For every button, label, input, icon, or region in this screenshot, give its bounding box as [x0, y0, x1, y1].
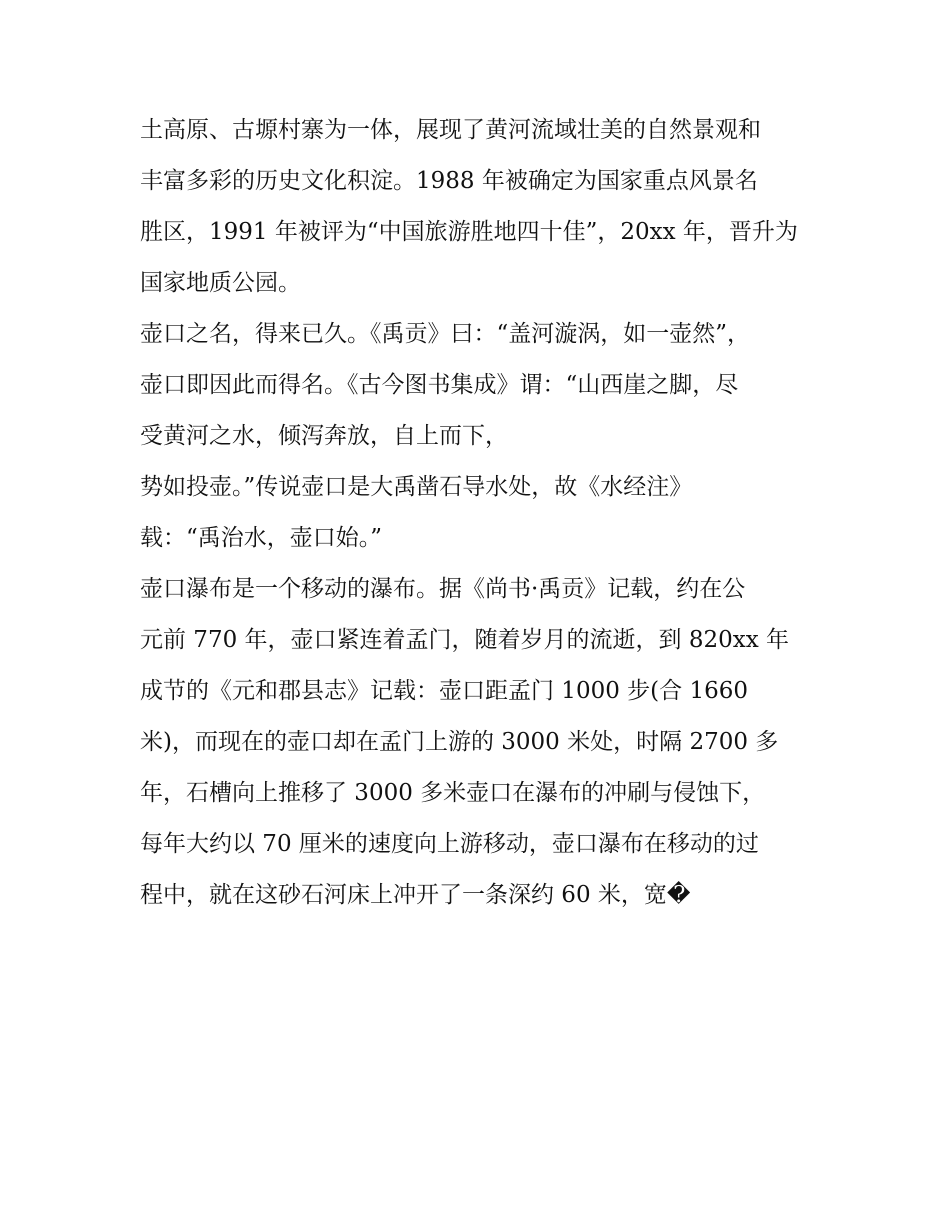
text-line: 成节的《元和郡县志》记载：壶口距孟门 1000 步(合 1660 — [140, 678, 748, 704]
text-line: 载：“禹治水，壶口始。” — [140, 525, 383, 551]
text-line: 每年大约以 70 厘米的速度向上游移动，壶口瀑布在移动的过 — [140, 831, 759, 857]
text-line: 丰富多彩的历史文化积淀。1988 年被确定为国家重点风景名 — [140, 168, 758, 194]
text-line: 土高原、古塬村寨为一体，展现了黄河流域壮美的自然景观和 — [140, 117, 761, 143]
text-line: 壶口之名，得来已久。《禹贡》曰：“盖河漩涡，如一壶然”， — [140, 321, 751, 347]
text-line: 程中，就在这砂石河床上冲开了一条深约 60 米，宽� — [140, 882, 691, 908]
text-line: 国家地质公园。 — [140, 270, 301, 296]
text-line: 胜区，1991 年被评为“中国旅游胜地四十佳”，20xx 年，晋升为 — [140, 219, 798, 245]
text-line: 势如投壶。”传说壶口是大禹凿石导水处，故《水经注》 — [140, 474, 693, 500]
text-line: 米)，而现在的壶口却在孟门上游的 3000 米处，时隔 2700 多 — [140, 729, 779, 755]
text-line: 受黄河之水，倾泻奔放，自上而下， — [140, 423, 508, 449]
text-line: 元前 770 年，壶口紧连着孟门，随着岁月的流逝，到 820xx 年 — [140, 627, 789, 653]
body-text — [140, 108, 840, 924]
text-line: 壶口即因此而得名。《古今图书集成》谓：“山西崖之脚，尽 — [140, 372, 739, 398]
text-line: 壶口瀑布是一个移动的瀑布。据《尚书·禹贡》记载，约在公 — [140, 576, 746, 602]
text-line: 年，石槽向上推移了 3000 多米壶口在瀑布的冲刷与侵蚀下， — [140, 780, 766, 806]
